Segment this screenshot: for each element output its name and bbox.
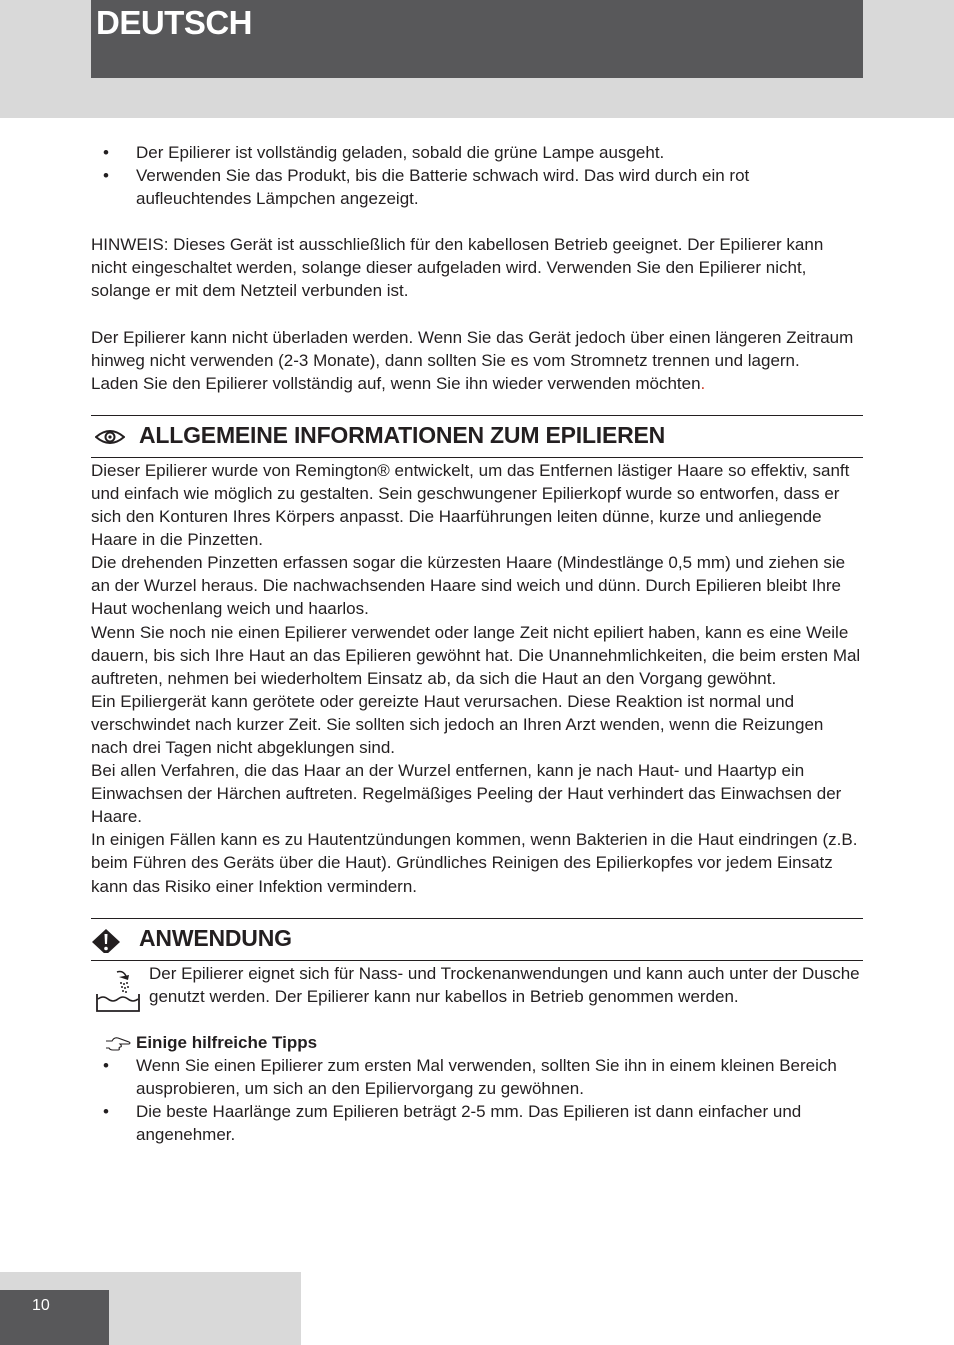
shower-water-icon bbox=[95, 968, 141, 1014]
intro-bullet-list bbox=[91, 141, 863, 210]
page-content bbox=[91, 141, 863, 1146]
general-paragraph: Die drehenden Pinzetten erfassen sogar die kürzesten Haare (Mindestlänge 0,5 mm) und ziehen sie an der Wurzel heraus. Die nachwachsenden Haare sind weich und dünn. Durch Epilieren bleibt Ihre Haut wochenlang weich und haarlos. bbox=[91, 553, 846, 619]
diamond-arrow-icon bbox=[91, 927, 121, 953]
list-item: • Der Epilierer ist vollständig geladen, sobald die grüne Lampe ausgeht. bbox=[91, 141, 863, 164]
bullet-glyph: • bbox=[103, 1102, 109, 1122]
page-number: 10 bbox=[32, 1297, 50, 1314]
general-info-text bbox=[91, 459, 863, 898]
page-number-box bbox=[0, 1290, 109, 1345]
general-paragraph: Ein Epiliergerät kann gerötete oder gereizte Haut verursachen. Diese Reaktion ist normal und verschwindet nach kurzer Zeit. Sie sollten sich jedoch an Ihren Arzt wenden, wenn die Reizungen nach drei Tagen nicht abgeklungen sind. bbox=[91, 691, 824, 757]
shower-info bbox=[91, 962, 863, 1008]
page-title: DEUTSCH bbox=[96, 4, 253, 41]
bullet-glyph: • bbox=[103, 1055, 109, 1075]
general-paragraph: Wenn Sie noch nie einen Epilierer verwendet oder lange Zeit nicht epiliert haben, kann es eine Weile dauern, bis sich Ihre Haut an das Epilieren gewöhnt hat. Die Unannehmlichkeiten, die beim ersten Mal auftreten, nehmen bei wiederholtem Einsatz ab, da sich die Haut an den Vorgang gewöhnt. bbox=[91, 622, 861, 688]
bullet-glyph: • bbox=[103, 143, 109, 162]
general-paragraph: Dieser Epilierer wurde von Remington® entwickelt, um das Entfernen lästiger Haare so effektiv, sanft und einfach wie möglich zu gestalten. Sein geschwungener Epilierkopf wurde so entworfen, dass er sich den Konturen Ihres Körpers anpasst. Die Haarführungen leiten dünne, kurze und anliegende Haare in die Pinzetten. bbox=[91, 460, 850, 550]
general-paragraph: In einigen Fällen kann es zu Hautentzündungen kommen, wenn Bakterien in die Haut eindringen (z.B. beim Führen des Geräts über die Haut). Gründliches Reinigen des Epilierkopfes vor jedem Einsatz kann das Risiko einer Infektion vermindern. bbox=[91, 830, 858, 896]
section-header-usage bbox=[91, 918, 863, 961]
pointing-hand-icon bbox=[105, 1036, 131, 1052]
tips-list bbox=[91, 1054, 863, 1146]
charge-paragraph: Laden Sie den Epilierer vollständig auf, wenn Sie ihn wieder verwenden möchten. bbox=[91, 373, 706, 393]
section-title-general: ALLGEMEINE INFORMATIONEN ZUM EPILIEREN bbox=[139, 421, 666, 448]
list-item: • Die beste Haarlänge zum Epilieren beträgt 2-5 mm. Das Epilieren ist dann einfacher und angenehmer. bbox=[103, 1102, 802, 1145]
general-paragraph: Bei allen Verfahren, die das Haar an der Wurzel entfernen, kann je nach Haut- und Haartyp ein Einwachsen der Härchen auftreten. Regelmäßiges Peeling der Haut verhindert das Einwachsen der Haare. bbox=[91, 761, 842, 827]
tips-heading: Einige hilfreiche Tipps bbox=[91, 1031, 863, 1054]
list-item: • Wenn Sie einen Epilierer zum ersten Mal verwenden, sollten Sie ihn in einem kleinen Bereich ausprobieren, um sich an den Epiliervorgang zu gewöhnen. bbox=[103, 1055, 837, 1098]
storage-paragraph: Der Epilierer kann nicht überladen werden. Wenn Sie das Gerät jedoch über einen längeren Zeitraum hinweg nicht verwenden (2-3 Monate), dann sollten Sie es vom Stromnetz trennen und lagern. bbox=[91, 327, 854, 370]
eye-icon bbox=[95, 426, 125, 448]
list-item: • Verwenden Sie das Produkt, bis die Batterie schwach wird. Das wird durch ein rot aufleuchtendes Lämpchen angezeigt. bbox=[103, 166, 750, 209]
hinweis-paragraph: HINWEIS: Dieses Gerät ist ausschließlich für den kabellosen Betrieb geeignet. Der Epilierer kann nicht eingeschaltet werden, solange dieser aufgeladen wird. Verwenden Sie den Epilierer nicht, solange er mit dem Netzteil verbunden ist. bbox=[91, 235, 824, 301]
section-title-usage: ANWENDUNG bbox=[139, 924, 292, 951]
section-header-general bbox=[91, 415, 863, 458]
bullet-glyph: • bbox=[103, 166, 109, 186]
language-title-box bbox=[91, 0, 863, 78]
shower-text: Der Epilierer eignet sich für Nass- und Trockenanwendungen und kann auch unter der Dusche genutzt werden. Der Epilierer kann nur kabellos in Betrieb genommen werden. bbox=[149, 963, 860, 1006]
